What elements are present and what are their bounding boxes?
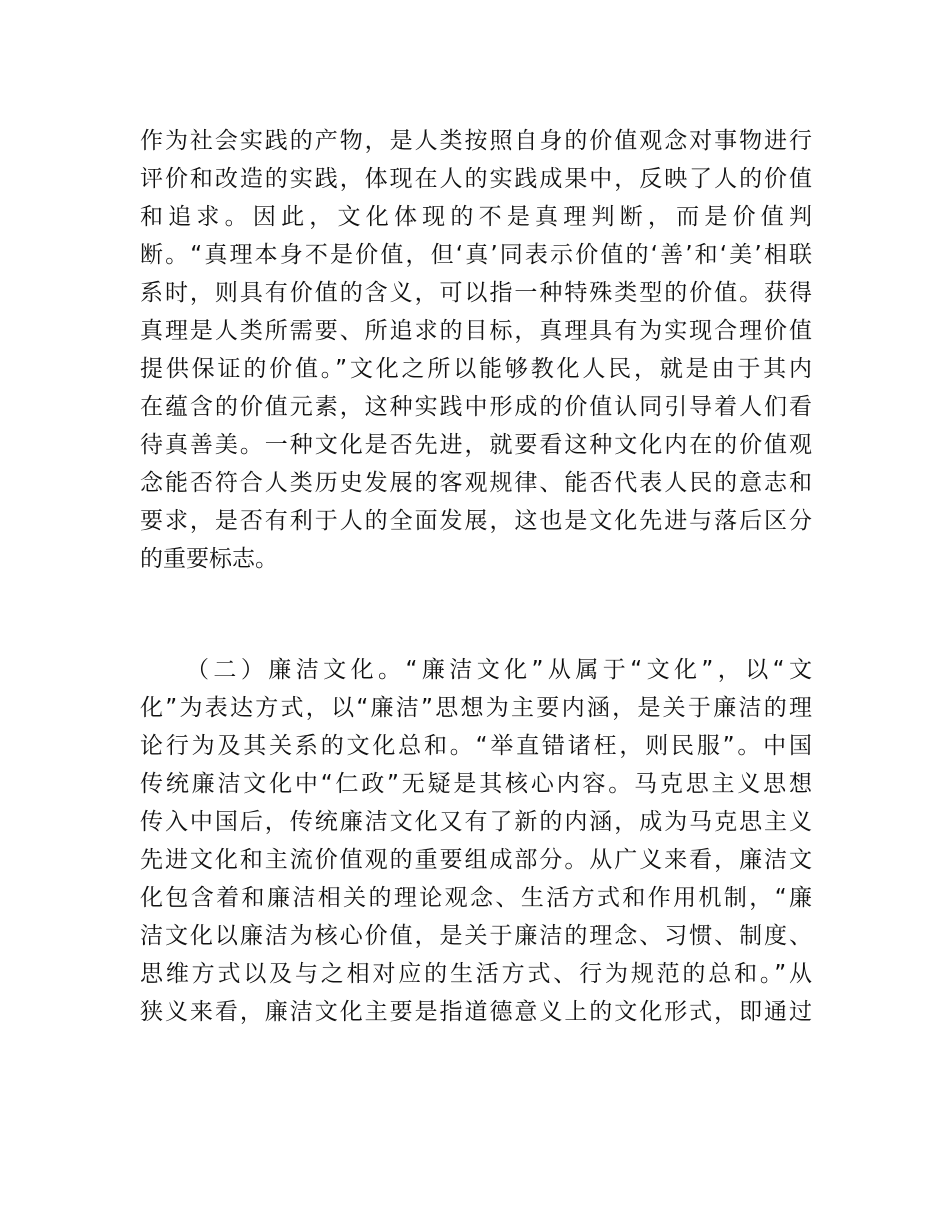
- text-line: 传统廉洁文化中“仁政”无疑是其核心内容。马克思主义思想: [140, 771, 812, 797]
- text-line: 真理是人类所需要、所追求的目标，真理具有为实现合理价值: [140, 318, 812, 344]
- text-line: 思维方式以及与之相对应的生活方式、行为规范的总和。”从: [140, 961, 812, 987]
- text-line: 化”为表达方式，以“廉洁”思想为主要内涵，是关于廉洁的理: [140, 695, 812, 721]
- paragraph-1: [140, 122, 812, 578]
- text-line: 系时，则具有价值的含义，可以指一种特殊类型的价值。获得: [140, 280, 812, 306]
- text-line: （二）廉洁文化。“廉洁文化”从属于“文化”，以“文: [186, 657, 812, 683]
- text-line: 论行为及其关系的文化总和。“举直错诸枉，则民服”。中国: [140, 733, 812, 759]
- text-line: 待真善美。一种文化是否先进，就要看这种文化内在的价值观: [140, 432, 812, 458]
- text-line: 狭义来看，廉洁文化主要是指道德意义上的文化形式，即通过: [140, 999, 812, 1025]
- text-line: 念能否符合人类历史发展的客观规律、能否代表人民的意志和: [140, 470, 812, 496]
- text-line: 和追求。因此，文化体现的不是真理判断，而是价值判: [140, 204, 812, 230]
- text-line: 断。“真理本身不是价值，但‘真’同表示价值的‘善’和‘美’相联: [140, 242, 812, 268]
- text-line: 提供保证的价值。”文化之所以能够教化人民，就是由于其内: [140, 356, 812, 382]
- text-line: 的重要标志。: [140, 546, 278, 572]
- text-line: 传入中国后，传统廉洁文化又有了新的内涵，成为马克思主义: [140, 809, 812, 835]
- text-line: 作为社会实践的产物，是人类按照自身的价值观念对事物进行: [140, 128, 812, 154]
- text-line: 在蕴含的价值元素，这种实践中形成的价值认同引导着人们看: [140, 394, 812, 420]
- text-line: 洁文化以廉洁为核心价值，是关于廉洁的理念、习惯、制度、: [140, 923, 812, 949]
- text-line: 要求，是否有利于人的全面发展，这也是文化先进与落后区分: [140, 508, 812, 534]
- paragraph-2: [140, 651, 812, 1031]
- text-line: 评价和改造的实践，体现在人的实践成果中，反映了人的价值: [140, 166, 812, 192]
- text-line: 化包含着和廉洁相关的理论观念、生活方式和作用机制，“廉: [140, 885, 812, 911]
- text-line: 先进文化和主流价值观的重要组成部分。从广义来看，廉洁文: [140, 847, 812, 873]
